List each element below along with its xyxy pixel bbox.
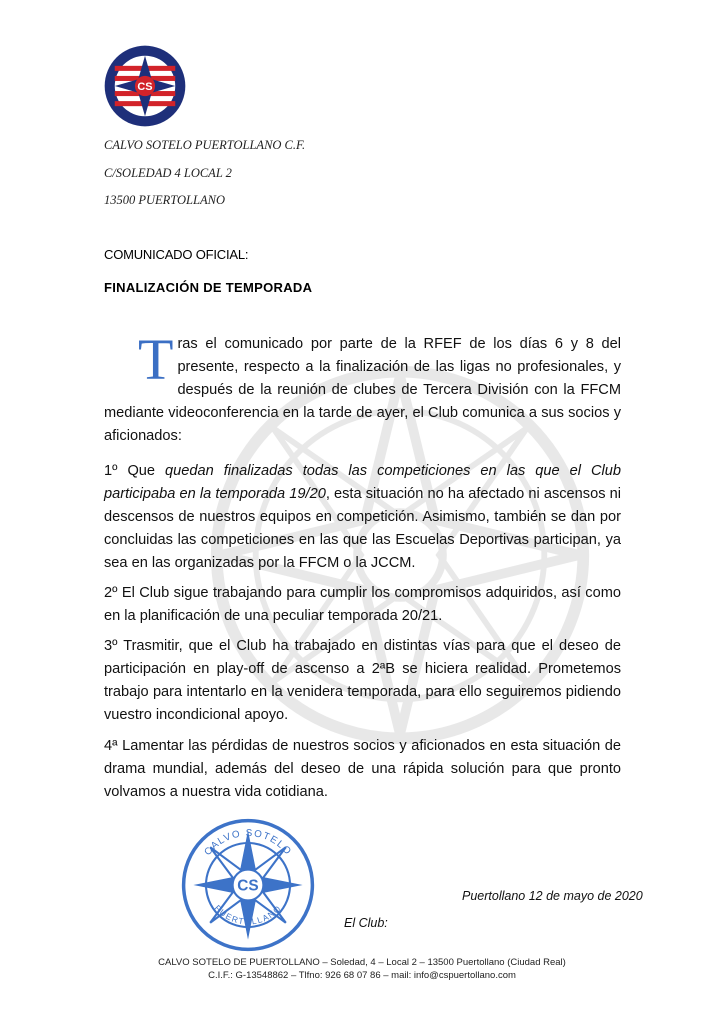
club-logo-text: CS [137, 81, 153, 94]
signature-club: El Club: [344, 916, 388, 930]
comunicado-heading: COMUNICADO OFICIAL: [104, 247, 249, 262]
point-1-paragraph [104, 460, 621, 575]
point-2-paragraph: 2º El Club sigue trabajando para cumplir los compromisos adquiridos, así como en la planificación de una peculiar temporada 20/21. [104, 585, 621, 624]
club-seal-top-text: CALVO SOTELO [202, 827, 294, 858]
club-seal-center: CS [237, 877, 259, 895]
point-3-paragraph: 3º Trasmitir, que el Club ha trabajado en distintas vías para que el deseo de participación en play-off de ascenso a 2ªB se hiciera realidad. Prometemos trabajo para intentarlo en la venidera temporada, para ello seguiremos pidiendo vuestro incondicional apoyo. [104, 638, 621, 723]
point-1-italic: quedan finalizadas todas las competiciones en las que el Club participaba en la temporada 19/20 [104, 463, 621, 502]
club-seal [178, 815, 318, 955]
address-city: 13500 PUERTOLLANO [104, 193, 225, 207]
point-4-paragraph: 4ª Lamentar las pérdidas de nuestros socios y aficionados en esta situación de drama mundial, además del deseo de una rápida solución para que pronto volvamos a nuestra vida cotidiana. [104, 738, 621, 800]
signature-date: Puertollano 12 de mayo de 2020 [462, 889, 643, 903]
footer-contact: C.I.F.: G-13548862 – Tlfno: 926 68 07 86 – mail: info@cspuertollano.com [208, 970, 516, 981]
address-street: C/SOLEDAD 4 LOCAL 2 [104, 166, 232, 180]
intro-paragraph [104, 327, 621, 448]
club-logo [103, 44, 187, 128]
intro-text: ras el comunicado por parte de la RFEF de los días 6 y 8 del presente, respecto a la finalización de las ligas no profesionales, y después de la reunión de clubes de Tercera División con la FFCM mediante videoconferencia en la tarde de ayer, el Club comunica a sus socios y aficionados: [104, 336, 621, 444]
footer-address: CALVO SOTELO DE PUERTOLLANO – Soledad, 4 – Local 2 – 13500 Puertollano (Ciudad Real) [158, 957, 566, 968]
club-seal-bottom-text: PUERTOLLANO [212, 902, 284, 927]
dropcap: T [138, 327, 174, 392]
subject-heading: FINALIZACIÓN DE TEMPORADA [104, 280, 313, 295]
point-1-rest: , esta situación no ha afectado ni ascensos ni descensos de nuestros equipos en competición. Asimismo, también se dan por concluidas las competiciones en las que las Escuelas Deportivas participan, ya sea en las organizadas por la FFCM o la JCCM. [104, 486, 621, 571]
point-1-lead: 1º Que [104, 463, 166, 479]
address-club-name: CALVO SOTELO PUERTOLLANO C.F. [104, 138, 306, 152]
